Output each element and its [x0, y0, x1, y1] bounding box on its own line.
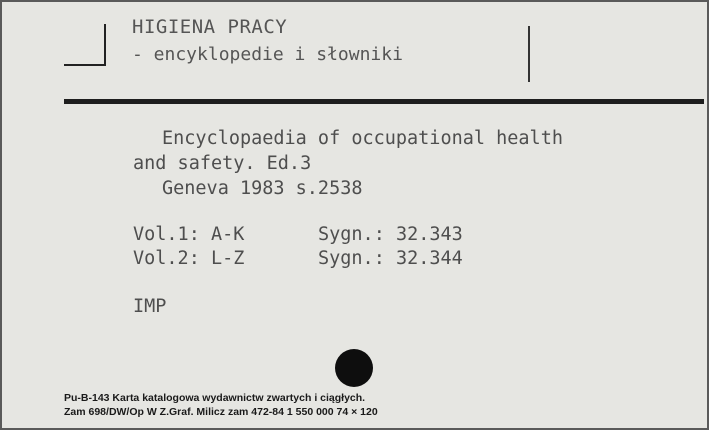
entry-title-line-2: and safety. Ed.3	[133, 153, 312, 174]
volume-2: Vol.2: L-Z	[133, 248, 245, 269]
volume-1: Vol.1: A-K	[133, 224, 245, 245]
corner-mark-vertical	[104, 24, 106, 66]
shelfmark-1: Sygn.: 32.343	[318, 224, 463, 245]
subject-subheading: - encyklopedie i słowniki	[132, 44, 403, 65]
footer-line-2: Zam 698/DW/Op W Z.Graf. Milicz zam 472-84 1 550 000 74 × 120	[64, 406, 378, 418]
publisher-note: IMP	[133, 296, 167, 317]
shelfmark-2: Sygn.: 32.344	[318, 248, 463, 269]
entry-title-line-1: Encyclopaedia of occupational health	[162, 128, 563, 149]
subject-heading: HIGIENA PRACY	[132, 16, 288, 38]
footer-line-1: Pu-B-143 Karta katalogowa wydawnictw zwartych i ciągłych.	[64, 392, 366, 404]
punch-hole	[335, 349, 373, 387]
entry-imprint: Geneva 1983 s.2538	[162, 178, 363, 199]
header-divider	[528, 26, 530, 82]
corner-mark-horizontal	[64, 64, 106, 66]
heading-rule	[64, 99, 704, 104]
